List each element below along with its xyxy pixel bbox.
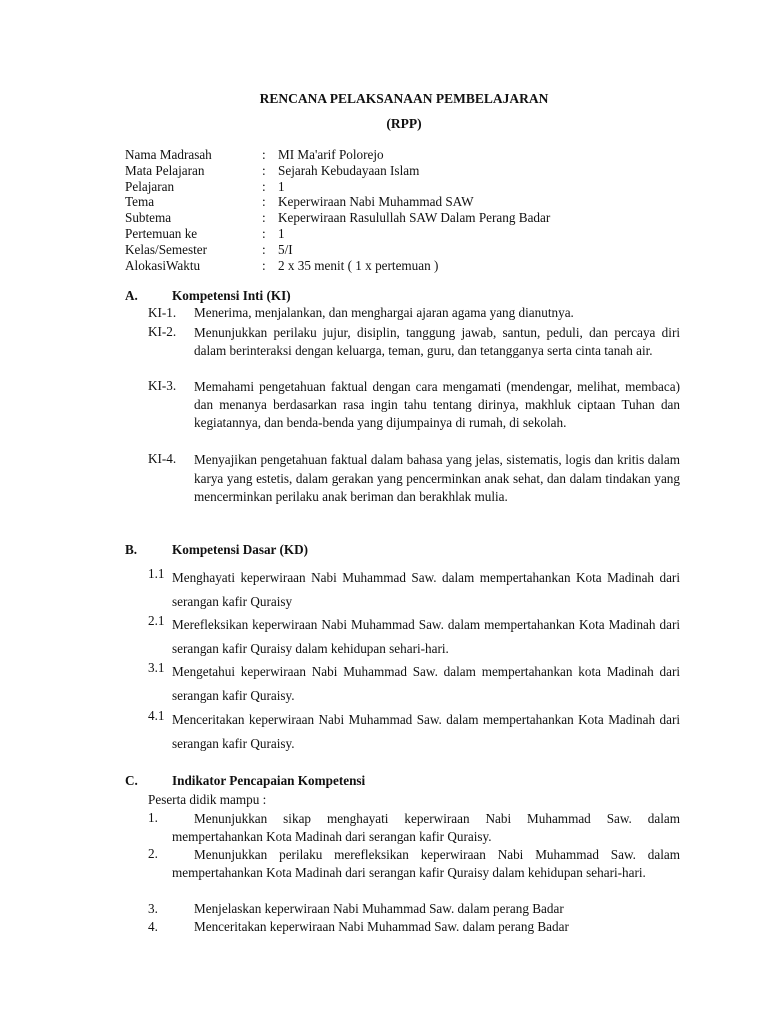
indicator-text: Menceritakan keperwiraan Nabi Muhammad Saw. dalam perang Badar <box>194 919 569 934</box>
section-a-letter: A. <box>125 288 138 303</box>
indicator-number: 2. <box>148 846 158 861</box>
identity-value: 2 x 35 menit ( 1 x pertemuan ) <box>278 258 439 273</box>
ki-text: Menunjukkan perilaku jujur, disiplin, tanggung jawab, santun, peduli, dan percaya diri dalam berinteraksi dengan keluarga, teman, guru, dan tetangganya serta cinta tanah air. <box>194 325 680 358</box>
identity-label: Nama Madrasah <box>125 147 212 162</box>
ki-code: KI-2. <box>148 324 177 339</box>
ki-text: Menyajikan pengetahuan faktual dalam bahasa yang jelas, sistematis, logis dan kritis dalam karya yang estetis, dalam gerakan yang pencerminkan anak sehat, dan dalam tindakan yang mencerminkan perilaku anak beriman dan berakhlak mulia. <box>194 452 680 504</box>
ki-code: KI-1. <box>148 305 177 320</box>
kd-text: Menceritakan keperwiraan Nabi Muhammad Saw. dalam mempertahankan Kota Madinah dari serangan kafir Quraisy. <box>172 712 680 751</box>
section-a-heading: Kompetensi Inti (KI) <box>172 288 291 303</box>
section-b-letter: B. <box>125 542 138 557</box>
kd-code: 2.1 <box>148 613 165 628</box>
identity-colon: : <box>262 163 266 178</box>
identity-colon: : <box>262 258 266 273</box>
identity-value: Sejarah Kebudayaan Islam <box>278 163 420 178</box>
kd-text: Merefleksikan keperwiraan Nabi Muhammad Saw. dalam mempertahankan Kota Madinah dari serangan kafir Quraisy dalam kehidupan sehari-hari. <box>172 617 680 656</box>
identity-colon: : <box>262 194 266 209</box>
indicator-text: Menunjukkan sikap menghayati keperwiraan Nabi Muhammad Saw. dalam mempertahankan Kota Madinah dari serangan kafir Quraisy. <box>172 811 680 844</box>
ki-code: KI-4. <box>148 451 177 466</box>
kd-code: 3.1 <box>148 660 165 675</box>
identity-value: 1 <box>278 226 285 241</box>
identity-label: Tema <box>125 194 155 209</box>
identity-colon: : <box>262 147 266 162</box>
identity-value: 1 <box>278 179 285 194</box>
identity-value: MI Ma'arif Polorejo <box>278 147 384 162</box>
identity-label: AlokasiWaktu <box>125 258 201 273</box>
identity-colon: : <box>262 226 266 241</box>
identity-label: Kelas/Semester <box>125 242 208 257</box>
document-subtitle: (RPP) <box>386 116 422 131</box>
identity-value: Keperwiraan Nabi Muhammad SAW <box>278 194 474 209</box>
section-c-intro: Peserta didik mampu : <box>148 792 267 807</box>
indicator-text: Menjelaskan keperwiraan Nabi Muhammad Saw. dalam perang Badar <box>194 901 564 916</box>
kd-code: 1.1 <box>148 566 165 581</box>
kd-text: Menghayati keperwiraan Nabi Muhammad Saw. dalam mempertahankan Kota Madinah dari serangan kafir Quraisy <box>172 570 680 609</box>
section-c-letter: C. <box>125 773 138 788</box>
kd-text: Mengetahui keperwiraan Nabi Muhammad Saw. dalam mempertahankan kota Madinah dari serangan kafir Quraisy. <box>172 664 680 703</box>
identity-label: Mata Pelajaran <box>125 163 205 178</box>
section-c-heading: Indikator Pencapaian Kompetensi <box>172 773 366 788</box>
section-b-heading: Kompetensi Dasar (KD) <box>172 542 309 557</box>
indicator-number: 1. <box>148 810 158 825</box>
kd-code: 4.1 <box>148 708 165 723</box>
indicator-number: 3. <box>148 901 158 916</box>
identity-label: Pertemuan ke <box>125 226 198 241</box>
identity-value: 5/I <box>278 242 293 257</box>
document-title: RENCANA PELAKSANAAN PEMBELAJARAN <box>259 91 549 106</box>
identity-label: Pelajaran <box>125 179 175 194</box>
ki-text: Menerima, menjalankan, dan menghargai ajaran agama yang dianutnya. <box>194 305 574 320</box>
indicator-text: Menunjukkan perilaku merefleksikan keperwiraan Nabi Muhammad Saw. dalam mempertahankan Kota Madinah dari serangan kafir Quraisy dalam kehidupan sehari-hari. <box>172 847 680 880</box>
identity-colon: : <box>262 210 266 225</box>
identity-label: Subtema <box>125 210 172 225</box>
identity-colon: : <box>262 179 266 194</box>
identity-value: Keperwiraan Rasulullah SAW Dalam Perang Badar <box>278 210 551 225</box>
identity-colon: : <box>262 242 266 257</box>
ki-text: Memahami pengetahuan faktual dengan cara mengamati (mendengar, melihat, membaca) dan menanya berdasarkan rasa ingin tahu tentang dirinya, makhluk ciptaan Tuhan dan kegiatannya, dan benda-benda yang dijumpainya di rumah, di sekolah. <box>194 379 680 430</box>
indicator-number: 4. <box>148 919 158 934</box>
ki-code: KI-3. <box>148 378 177 393</box>
